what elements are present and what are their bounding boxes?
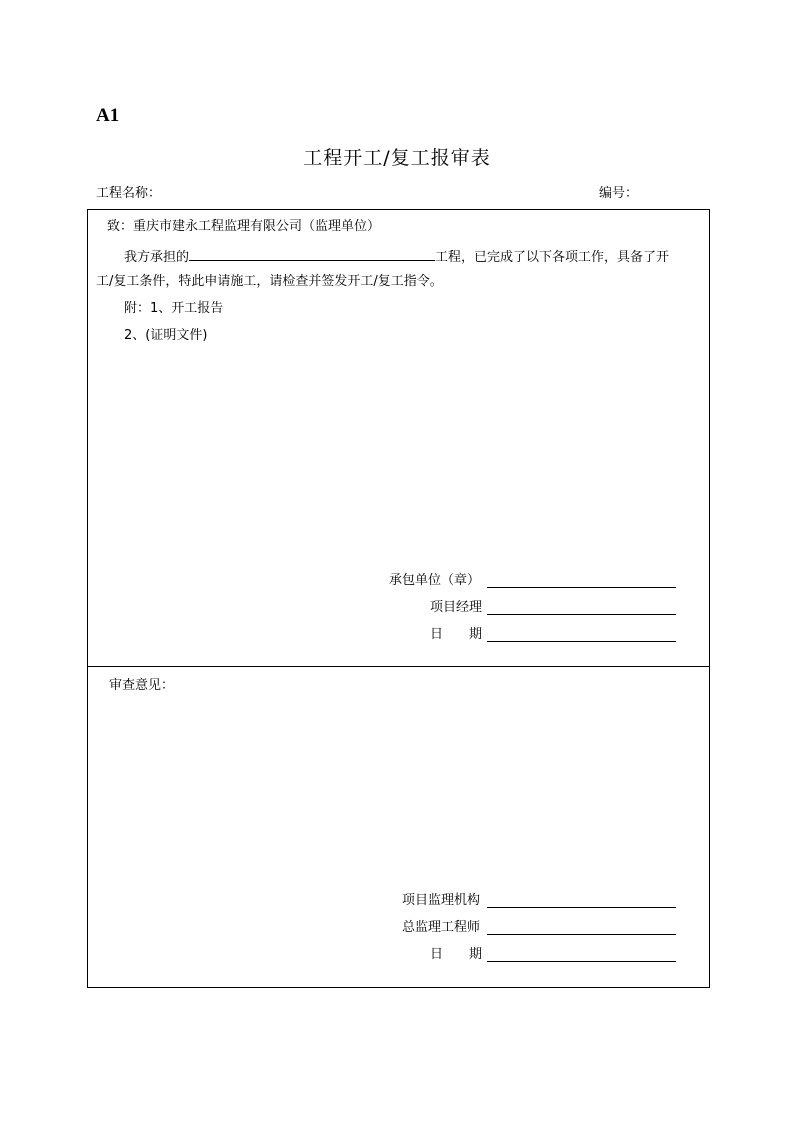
chief-engineer-sign-line xyxy=(487,934,676,935)
form-code: A1 xyxy=(96,105,120,126)
application-body-line-2: 工/复工条件，特此申请施工，请检查并签发开工/复工指令。 xyxy=(96,274,443,289)
project-name-label: 工程名称： xyxy=(96,186,162,201)
review-date-line xyxy=(487,961,676,962)
attachment-1: 附：1、开工报告 xyxy=(124,301,224,316)
number-label: 编号： xyxy=(599,186,639,201)
contractor-sign-line xyxy=(487,587,676,588)
agency-label: 项目监理机构 xyxy=(402,893,481,908)
manager-sign-line xyxy=(487,614,676,615)
section-divider xyxy=(88,666,709,667)
manager-label: 项目经理 xyxy=(430,600,483,615)
review-opinion-label: 审查意见： xyxy=(109,678,175,693)
application-date-line xyxy=(487,641,676,642)
document-title: 工程开工/复工报审表 xyxy=(303,147,491,169)
application-body-line-1 xyxy=(124,246,669,267)
review-date-label: 日 期 xyxy=(430,947,483,962)
agency-sign-line xyxy=(487,907,676,908)
contractor-label: 承包单位（章） xyxy=(389,573,481,588)
chief-engineer-label: 总监理工程师 xyxy=(402,920,481,935)
body-prefix: 我方承担的 xyxy=(124,250,190,265)
form-table xyxy=(87,209,710,988)
application-date-label: 日 期 xyxy=(430,627,483,642)
project-blank-line xyxy=(189,246,435,261)
body-suffix: 工程，已完成了以下各项工作，具备了开 xyxy=(435,250,670,265)
addressee-line: 致：重庆市建永工程监理有限公司（监理单位） xyxy=(107,219,381,234)
attachment-2: 2、(证明文件) xyxy=(124,328,208,343)
